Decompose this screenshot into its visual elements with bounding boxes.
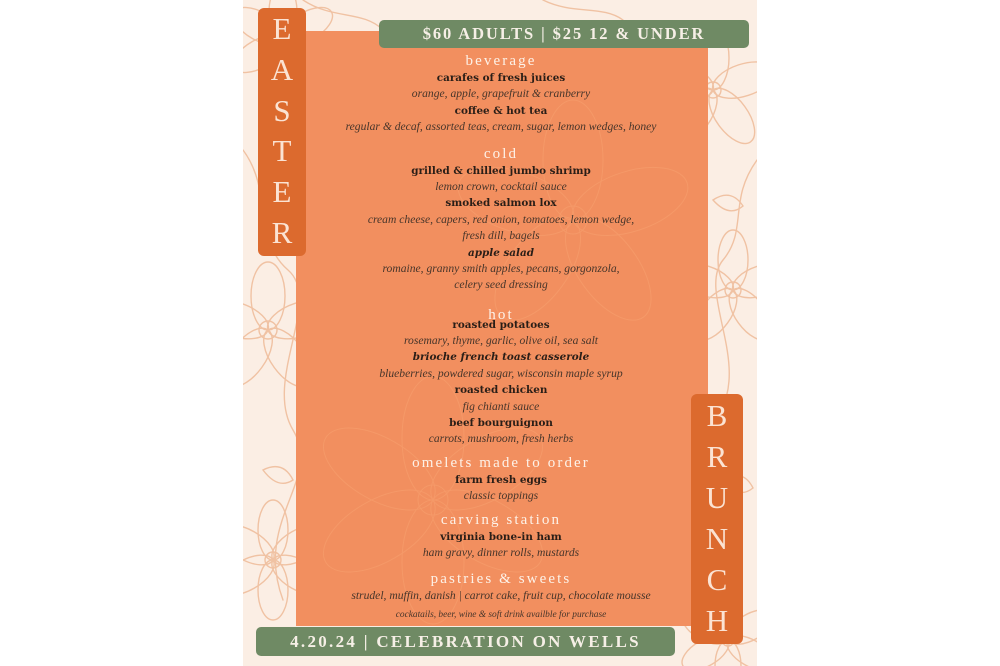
menu-item: smoked salmon lox (445, 197, 557, 210)
brunch-letter: H (705, 603, 729, 638)
menu-item: grilled & chilled jumbo shrimp (411, 164, 591, 177)
easter-letter: E (272, 174, 292, 210)
menu-item: carafes of fresh juices (436, 72, 566, 84)
easter-vertical-title (258, 8, 306, 256)
easter-letter: S (273, 92, 291, 128)
menu-item: farm fresh eggs (455, 473, 547, 486)
easter-letter: E (272, 11, 292, 46)
menu-item: beef bourguignon (449, 417, 553, 430)
easter-letter: T (272, 133, 292, 169)
menu-item: roasted chicken (454, 384, 548, 397)
brunch-letter: U (705, 480, 729, 515)
easter-letter: R (271, 214, 293, 250)
menu-item-desc: celery seed dressing (454, 278, 548, 292)
brunch-letter: C (706, 562, 728, 597)
menu-list (303, 53, 699, 622)
beverage-purchase-note: cockatails, beer, wine & soft drink availble for purchase (395, 609, 607, 620)
brunch-letter: B (706, 398, 728, 433)
section-title-omelets: omelets made to order (412, 454, 590, 471)
price-banner: $60 ADULTS | $25 12 & UNDER (379, 20, 749, 48)
menu-item-desc: romaine, granny smith apples, pecans, gorgonzola, (382, 261, 620, 275)
menu-poster (243, 0, 757, 666)
menu-item-desc: rosemary, thyme, garlic, olive oil, sea salt (403, 334, 599, 348)
section-title-cold: cold (483, 145, 519, 162)
section-title-carving: carving station (440, 511, 562, 528)
menu-item: roasted potatoes (452, 318, 550, 331)
easter-letter: A (270, 51, 294, 87)
menu-item-desc: classic toppings (463, 489, 539, 503)
menu-item-desc: regular & decaf, assorted teas, cream, sugar, lemon wedges, honey (345, 120, 657, 134)
menu-item: brioche french toast casserole (412, 351, 590, 364)
section-title-pastries: pastries & sweets (430, 571, 572, 588)
menu-item: coffee & hot tea (454, 104, 548, 117)
section-title-beverage: beverage (465, 53, 537, 69)
menu-item-desc: ham gravy, dinner rolls, mustards (422, 545, 580, 559)
menu-item-desc: lemon crown, cocktail sauce (435, 179, 567, 193)
menu-item-desc: orange, apple, grapefruit & cranberry (411, 87, 591, 101)
brunch-letter: N (705, 521, 729, 556)
date-venue-banner: 4.20.24 | CELEBRATION ON WELLS (256, 627, 675, 656)
menu-item: virginia bone-in ham (440, 530, 562, 543)
menu-item: apple salad (468, 246, 534, 259)
menu-item-desc: cream cheese, capers, red onion, tomatoes, lemon wedge, (367, 212, 635, 226)
menu-item-desc: blueberries, powdered sugar, wisconsin maple syrup (379, 366, 623, 380)
menu-item-desc: fig chianti sauce (462, 399, 540, 413)
menu-item-desc: strudel, muffin, danish | carrot cake, fruit cup, chocolate mousse (351, 589, 651, 603)
menu-item-desc: carrots, mushroom, fresh herbs (428, 432, 574, 446)
brunch-letter: R (706, 439, 728, 474)
menu-item-desc: fresh dill, bagels (462, 229, 540, 243)
section-title-hot: hot (488, 306, 514, 323)
